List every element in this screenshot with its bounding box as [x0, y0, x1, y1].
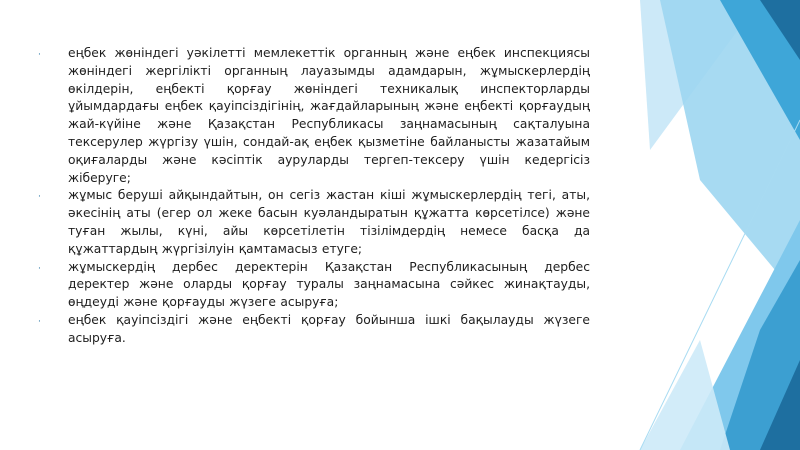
slide-body: [38, 45, 590, 348]
bullet-marker: ·: [38, 316, 41, 327]
bullet-marker: ·: [38, 50, 41, 60]
bullet-item-personal-data: [38, 259, 590, 312]
bullet-item-internal-control: [38, 312, 590, 348]
bullet-text: еңбек жөніндегі уәкілетті мемлекеттік органның және еңбек инспекциясы жөніндегі жергілікті органның лауазымды адамдарын, жұмыскерлердің өкілдерін, еңбекті қорғау жөніндегі техникалық инспекторларды ұйымдардағы еңбек қауіпсіздігінің, жағдайларының және еңбекті қорғаудың жай-күйіне және Қазақстан Республикасы заңнамасының сақталуына тексерулер жүргізу үшін, сондай-ақ еңбек қызметіне байланысты жазатайым оқиғаларды және кәсіптік ауруларды тергеп-тексеру үшін кедергісіз жіберуге;: [68, 46, 590, 185]
bullet-text: еңбек қауіпсіздігі және еңбекті қорғау бойынша ішкі бақылауды жүзеге асыруға.: [68, 312, 590, 345]
bullet-text: жұмыс беруші айқындайтын, он сегіз жастан кіші жұмыскерлердің тегі, аты, әкесінің аты (егер ол жеке басын куәландыратын құжатта көрсетілсе) және туған жылы, күні, айы көрсетілетін тізілімдердің немесе басқа да құжаттардың жүргізілуін қамтамасыз етуге;: [68, 188, 590, 256]
bullet-item-registers: [38, 187, 590, 258]
bullet-marker: ·: [38, 192, 41, 203]
bullet-item-inspection-access: [38, 45, 590, 187]
bullet-list: [38, 45, 590, 348]
bullet-text: жұмыскердің дербес деректерін Қазақстан Республикасының дербес деректер және оларды қорғау туралы заңнамасына сәйкес жинақтауды, өңдеуді және қорғауды жүзеге асыруға;: [68, 259, 590, 310]
bullet-marker: ·: [38, 263, 41, 274]
